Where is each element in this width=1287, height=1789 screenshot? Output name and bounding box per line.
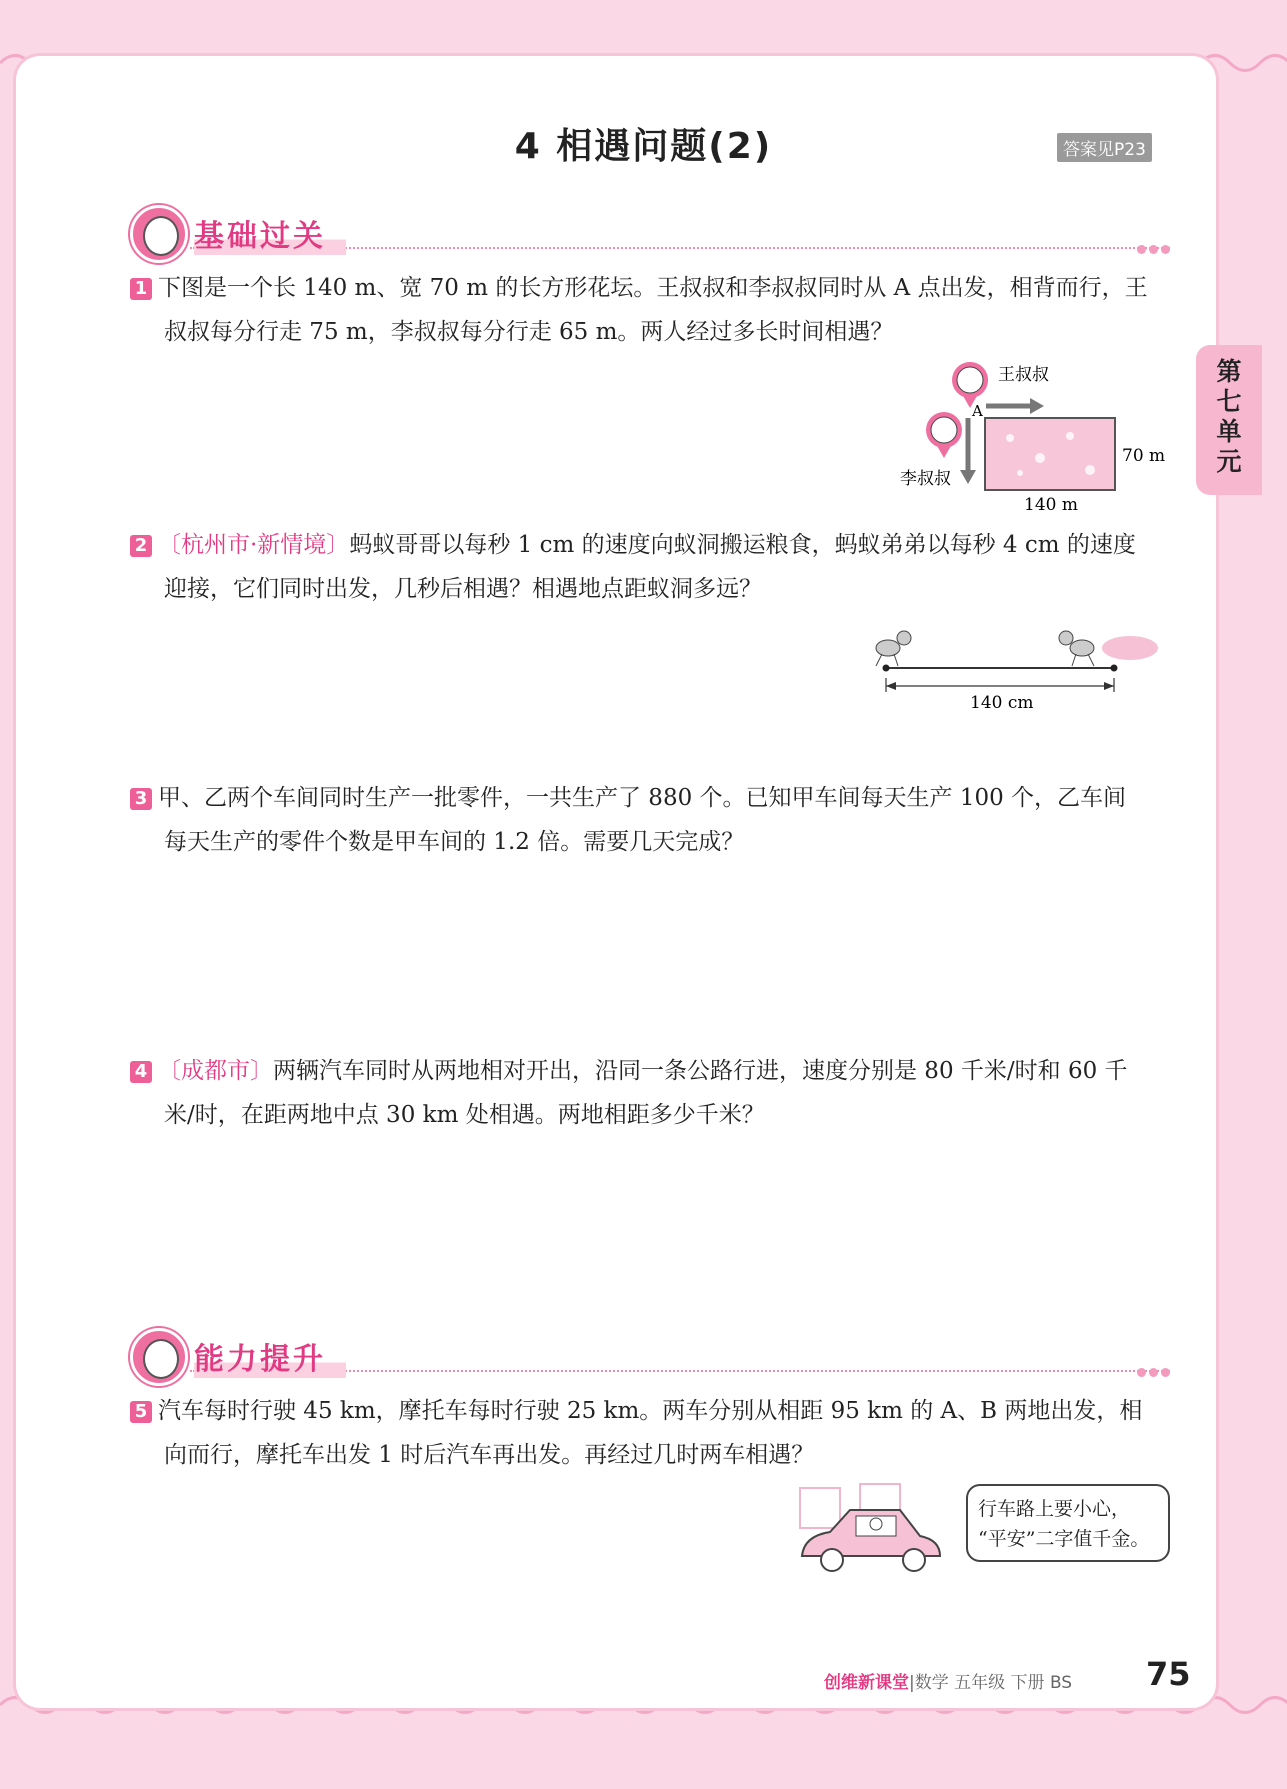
page-number: 75 [1146,1655,1191,1693]
footer-book-info: |数学 五年级 下册 BS [909,1673,1073,1693]
flowerbed-figure [890,358,1180,518]
distance-label: 140 cm [970,693,1034,713]
question-text: 两辆汽车同时从两地相对开出，沿同一条公路行进，速度分别是 80 千米/时和 60 千 [273,1058,1128,1084]
wang-label: 王叔叔 [998,365,1049,385]
question-number: 1 [130,278,152,300]
question-5 [130,1389,1180,1477]
unit-side-tab[interactable] [1196,345,1262,495]
ant-brother-icon [876,631,911,666]
ant-hole-icon [1102,636,1158,660]
question-1 [130,266,1180,354]
question-source-tag: 〔成都市〕 [158,1058,273,1084]
question-number: 2 [130,535,152,557]
ant-sister-icon [1059,631,1094,666]
mascot-icon [130,1328,188,1386]
question-3 [130,776,1180,864]
footer-info [824,1668,1072,1693]
question-2 [130,523,1180,611]
question-number: 3 [130,788,152,810]
section-basic-title: 基础过关 [194,211,346,255]
li-label: 李叔叔 [900,469,951,489]
question-text: 蚂蚁哥哥以每秒 1 cm 的速度向蚁洞搬运粮食，蚂蚁弟弟以每秒 4 cm 的速度 [349,532,1136,558]
question-text: 叔叔每分行走 75 m，李叔叔每分行走 65 m。两人经过多长时间相遇？ [164,319,894,345]
car-illustration-icon [790,1480,950,1585]
decor-bubbles-icon [1134,239,1170,258]
section-advanced-header [130,1328,1170,1384]
decor-bubbles-icon [1134,1362,1170,1381]
question-text: 下图是一个长 140 m、宽 70 m 的长方形花坛。王叔叔和李叔叔同时从 A 点出发，相背而行，王 [158,275,1148,301]
question-text: 米/时，在距两地中点 30 km 处相遇。两地相距多少千米？ [164,1102,765,1128]
side-tab-char: 元 [1216,447,1242,476]
speech-line: 行车路上要小心， [978,1498,1131,1520]
question-4 [130,1049,1180,1137]
width-label: 140 m [1024,495,1078,515]
section-basic-header [130,205,1170,261]
question-source-tag: 〔杭州市·新情境〕 [158,532,350,558]
question-text: 迎接，它们同时出发，几秒后相遇？相遇地点距蚁洞多远？ [164,576,762,602]
question-text: 每天生产的零件个数是甲车间的 1.2 倍。需要几天完成？ [164,829,745,855]
footer-brand: 创维新课堂 [824,1673,909,1693]
flowerbed-rect [985,418,1115,490]
safety-speech-bubble [966,1484,1170,1562]
section-advanced-title: 能力提升 [194,1334,346,1378]
answer-reference-badge: 答案见P23 [1057,133,1152,162]
arrow-right-icon [1030,398,1044,414]
point-a-label: A [972,402,983,420]
question-number: 4 [130,1061,152,1083]
height-label: 70 m [1122,446,1166,466]
side-tab-char: 七 [1216,387,1242,416]
page-title: 4 相遇问题(2) [514,126,773,167]
speech-line: “平安”二字值千金。 [978,1528,1150,1550]
question-number: 5 [130,1401,152,1423]
question-text: 向而行，摩托车出发 1 时后汽车再出发。再经过几时两车相遇？ [164,1442,815,1468]
li-pin-icon [926,412,962,458]
question-text: 甲、乙两个车间同时生产一批零件，一共生产了 880 个。已知甲车间每天生产 100 个，乙车间 [158,785,1127,811]
mascot-icon [130,205,188,263]
arrow-down-icon [960,470,976,484]
question-text: 汽车每时行驶 45 km，摩托车每时行驶 25 km。两车分别从相距 95 km 的 A、B 两地出发，相 [158,1398,1143,1424]
ant-figure [868,618,1168,718]
side-tab-char: 单 [1216,417,1242,446]
side-tab-char: 第 [1216,357,1242,386]
